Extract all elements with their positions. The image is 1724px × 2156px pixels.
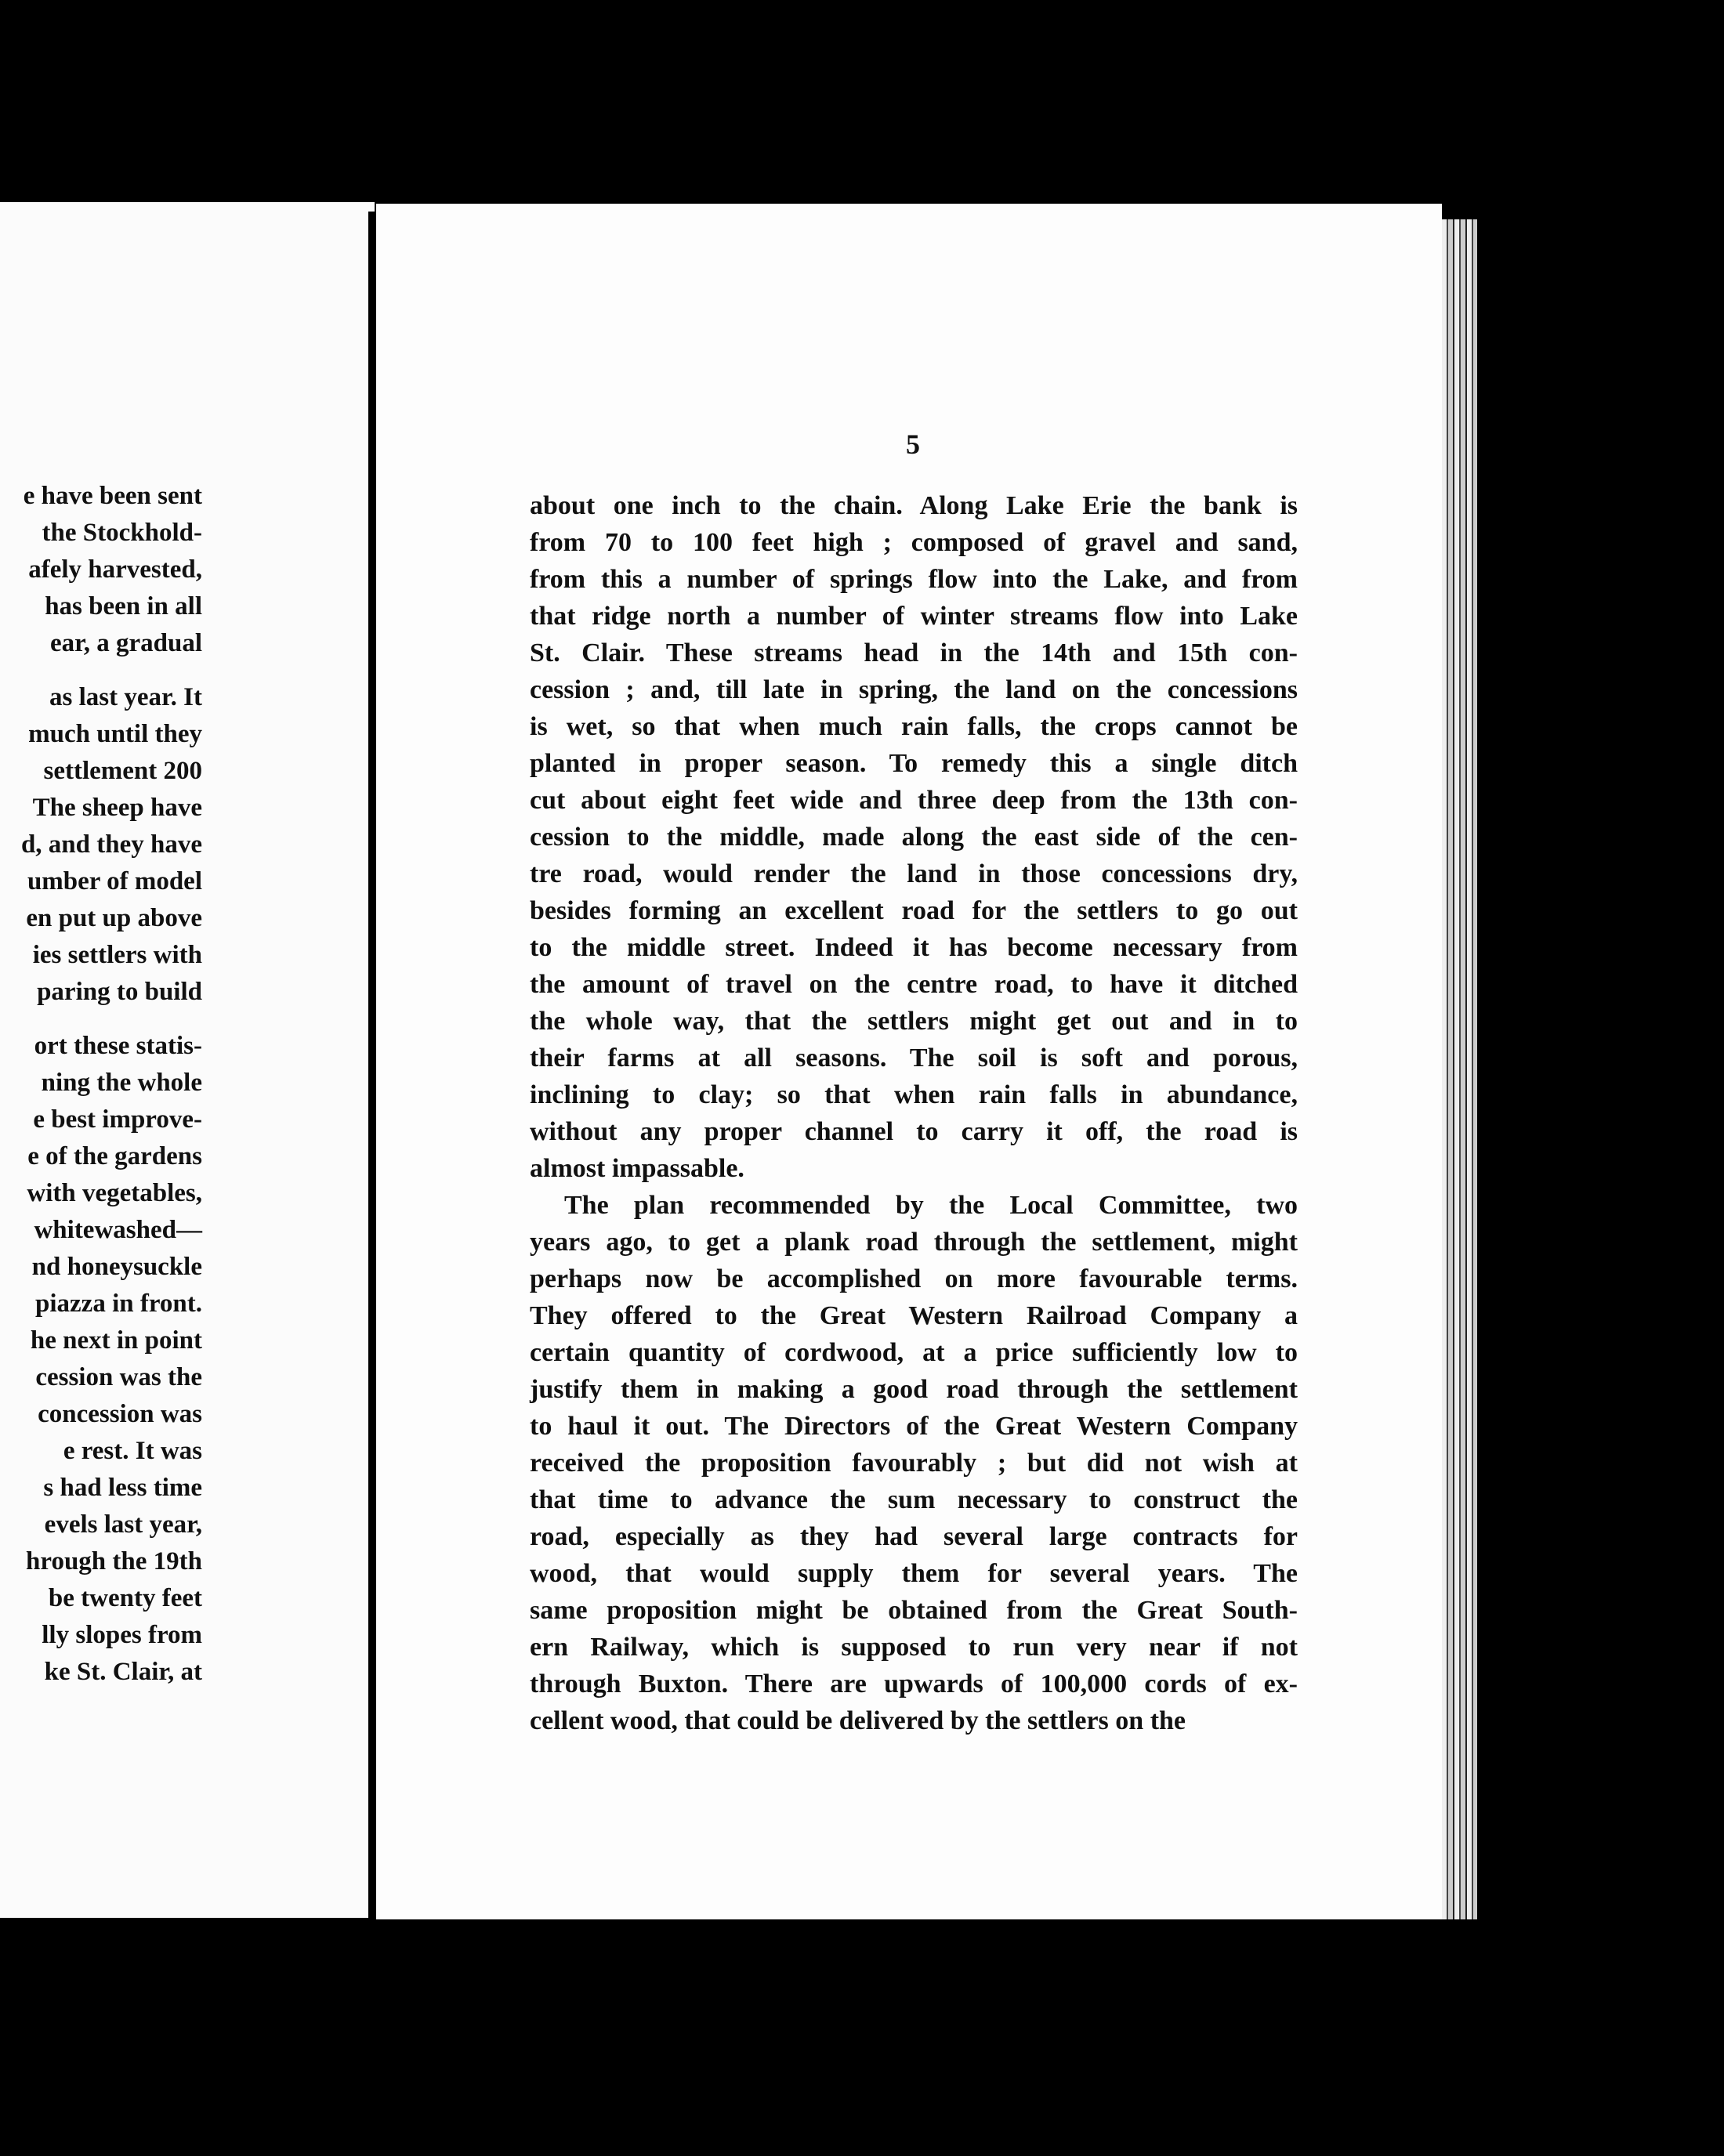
text-line: cession to the middle, made along the east side of the cen- (530, 823, 1298, 852)
left-text-line: e best improve- (33, 1105, 202, 1134)
left-text-line: has been in all (45, 592, 202, 620)
left-text-line: en put up above (26, 904, 202, 932)
left-text-line: afely harvested, (28, 555, 202, 584)
left-text-line: hrough the 19th (26, 1547, 202, 1575)
left-text-line: ke St. Clair, at (44, 1658, 202, 1686)
left-text-line: be twenty feet (48, 1584, 202, 1612)
left-text-line: much until they (28, 720, 202, 748)
left-text-line: umber of model (27, 867, 202, 895)
text-line: the whole way, that the settlers might get out and in to (530, 1007, 1298, 1036)
text-line: perhaps now be accomplished on more favourable terms. (530, 1264, 1298, 1293)
text-line: about one inch to the chain. Along Lake Erie the bank is (530, 491, 1298, 520)
text-line: cession ; and, till late in spring, the land on the concessions (530, 675, 1298, 704)
text-line: besides forming an excellent road for the settlers to go out (530, 896, 1298, 925)
left-page-text (0, 478, 202, 1691)
text-line: St. Clair. These streams head in the 14th and 15th con- (530, 638, 1298, 667)
text-line: is wet, so that when much rain falls, the crops cannot be (530, 712, 1298, 741)
text-line: tre road, would render the land in those concessions dry, (530, 859, 1298, 888)
left-text-line: e rest. It was (63, 1437, 202, 1465)
text-line: the amount of travel on the centre road, to have it ditched (530, 970, 1298, 999)
text-line: justify them in making a good road through the settlement (530, 1375, 1298, 1404)
text-line: same proposition might be obtained from the Great South- (530, 1596, 1298, 1625)
left-text-line: ies settlers with (32, 941, 202, 969)
text-line: ern Railway, which is supposed to run very near if not (530, 1633, 1298, 1662)
left-text-line: e have been sent (23, 482, 202, 510)
left-text-line: ort these statis- (34, 1032, 202, 1060)
left-text-line: as last year. It (49, 683, 202, 711)
paragraph-gap (0, 662, 202, 679)
text-line: cut about eight feet wide and three deep from the 13th con- (530, 786, 1298, 815)
paragraph-1 (530, 487, 1298, 1187)
text-line: They offered to the Great Western Railroad Company a (530, 1301, 1298, 1330)
page-number: 5 (906, 429, 920, 460)
left-text-line: cession was the (35, 1363, 202, 1391)
left-text-line: he next in point (30, 1326, 202, 1355)
text-line: years ago, to get a plank road through the settlement, might (530, 1228, 1298, 1257)
text-line: planted in proper season. To remedy this a single ditch (530, 749, 1298, 778)
text-line: wood, that would supply them for several years. The (530, 1559, 1298, 1588)
left-text-line: whitewashed— (34, 1216, 202, 1244)
left-text-line: The sheep have (32, 794, 202, 822)
text-line: road, especially as they had several large contracts for (530, 1522, 1298, 1551)
text-line: The plan recommended by the Local Committee, two (564, 1191, 1298, 1220)
text-line: without any proper channel to carry it off, the road is (530, 1117, 1298, 1146)
text-line: from 70 to 100 feet high ; composed of gravel and sand, (530, 528, 1298, 557)
text-line: from this a number of springs flow into the Lake, and from (530, 565, 1298, 594)
left-text-line: nd honeysuckle (31, 1253, 202, 1281)
left-text-line: concession was (38, 1400, 202, 1428)
text-line: through Buxton. There are upwards of 100,000 cords of ex- (530, 1669, 1298, 1698)
left-text-line: e of the gardens (27, 1142, 202, 1170)
left-text-line: the Stockhold- (42, 519, 202, 547)
left-text-line: settlement 200 (43, 757, 202, 785)
left-text-line: paring to build (37, 978, 202, 1006)
text-line: almost impassable. (530, 1154, 744, 1183)
paragraph-2 (530, 1187, 1298, 1739)
text-line: certain quantity of cordwood, at a price sufficiently low to (530, 1338, 1298, 1367)
left-text-line: evels last year, (44, 1510, 202, 1539)
text-line: that ridge north a number of winter streams flow into Lake (530, 602, 1298, 631)
left-text-line: ear, a gradual (49, 629, 202, 657)
text-line: inclining to clay; so that when rain falls in abundance, (530, 1080, 1298, 1109)
left-text-line: s had less time (43, 1474, 202, 1502)
body-text (530, 487, 1298, 1739)
left-page (0, 202, 375, 1918)
left-text-line: lly slopes from (42, 1621, 202, 1649)
left-text-line: with vegetables, (27, 1179, 202, 1207)
text-line: to the middle street. Indeed it has become necessary from (530, 933, 1298, 962)
text-line: their farms at all seasons. The soil is soft and porous, (530, 1044, 1298, 1073)
text-line: cellent wood, that could be delivered by the settlers on the (530, 1706, 1186, 1735)
left-text-line: ning the whole (41, 1069, 202, 1097)
page-edges (1442, 219, 1477, 1919)
book-gutter (368, 212, 376, 1919)
left-text-line: d, and they have (20, 830, 202, 859)
text-line: received the proposition favourably ; but did not wish at (530, 1449, 1298, 1478)
text-line: that time to advance the sum necessary to construct the (530, 1485, 1298, 1514)
left-text-line: piazza in front. (35, 1290, 202, 1318)
text-line: to haul it out. The Directors of the Great Western Company (530, 1412, 1298, 1441)
paragraph-gap (0, 1011, 202, 1028)
